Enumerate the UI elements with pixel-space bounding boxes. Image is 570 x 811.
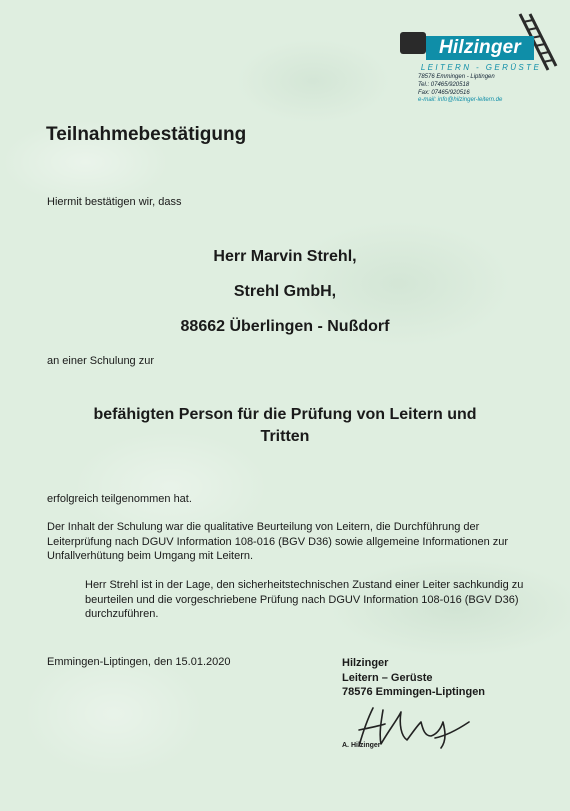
logo-subtitle: LEITERN - GERÜSTE bbox=[420, 63, 542, 72]
logo-email: e-mail: info@hilzinger-leitern.de bbox=[418, 97, 503, 104]
logo-fax: Fax: 07465/920516 bbox=[418, 89, 470, 96]
place-date: Emmingen-Liptingen, den 15.01.2020 bbox=[47, 656, 231, 668]
participant-location: 88662 Überlingen - Nußdorf bbox=[180, 318, 390, 335]
document-title: Teilnahmebestätigung bbox=[46, 124, 247, 145]
company-logo bbox=[398, 12, 563, 112]
intro-text: Hiermit bestätigen wir, dass bbox=[47, 196, 182, 208]
qualification-paragraph: Herr Strehl ist in der Lage, den sicherheitstechnischen Zustand einer Leiter sachkundig zu beurteilen und die vorgeschriebene Prüfung nach DGUV Information 108-016 (BGV D36) durchzuführen. bbox=[85, 579, 524, 620]
course-title bbox=[0, 404, 570, 448]
logo-contact-info bbox=[418, 74, 502, 105]
signature-company-line3: 78576 Emmingen-Liptingen bbox=[342, 686, 486, 698]
logo-tel: Tel.: 07465/920518 bbox=[418, 81, 470, 88]
logo-brand-name: Hilzinger bbox=[426, 36, 534, 60]
signer-name: A. Hilzinger bbox=[342, 742, 381, 749]
result-text: erfolgreich teilgenommen hat. bbox=[47, 493, 192, 505]
logo-address: 78576 Emmingen - Liptingen bbox=[418, 74, 495, 80]
signature-company-line2: Leitern – Gerüste bbox=[342, 671, 433, 684]
participant-name: Herr Marvin Strehl, bbox=[213, 248, 357, 265]
course-intro-text: an einer Schulung zur bbox=[47, 355, 155, 367]
signature-company-block bbox=[342, 656, 485, 700]
signature-company-line1: Hilzinger bbox=[342, 657, 389, 669]
course-title-line2: Tritten bbox=[260, 428, 310, 445]
course-title-line1: befähigten Person für die Prüfung von Leitern und bbox=[93, 406, 477, 423]
participant-company: Strehl GmbH, bbox=[233, 283, 337, 300]
content-paragraph: Der Inhalt der Schulung war die qualitative Beurteilung von Leitern, die Durchführung der Leiterprüfung nach DGUV Information 108-016 (BGV D36) sowie allgemeine Informationen zur Unfallverhütung beim Umgang mit Leitern. bbox=[47, 521, 509, 562]
